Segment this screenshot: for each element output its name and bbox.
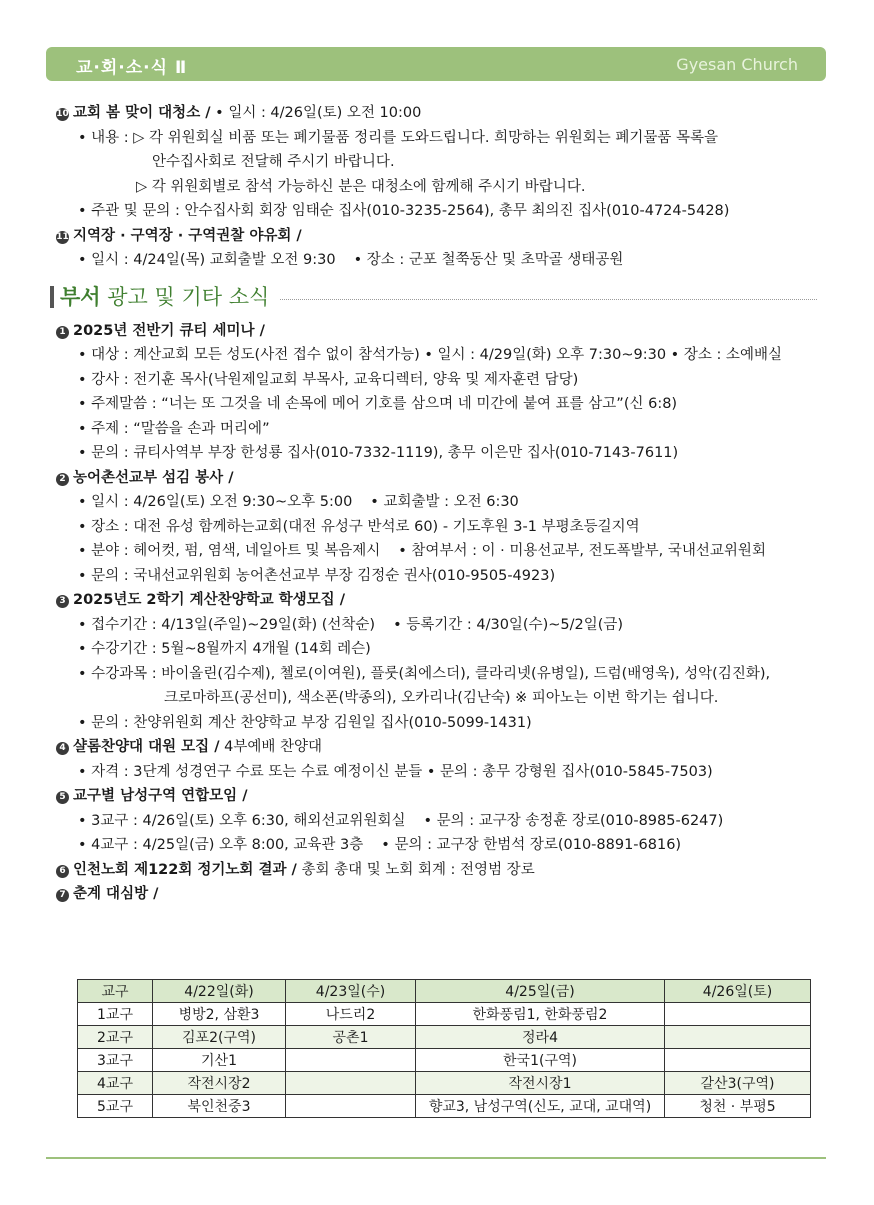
- header-title: 교·회·소·식 Ⅱ: [76, 58, 188, 78]
- table-row: [78, 1095, 811, 1118]
- notice-line: [56, 368, 851, 393]
- notice-line: [56, 662, 851, 687]
- line-text: • 주관 및 문의 : 안수집사회 회장 임태순 집사(010-3235-2564), 총무 최의진 집사(010-4724-5428): [78, 203, 730, 219]
- line-text: • 주제말씀 : “너는 또 그것을 네 손목에 메어 기호를 삼으며 네 미간에 붙여 표를 삼고”(신 6:8): [78, 396, 678, 412]
- table-row: [78, 1049, 811, 1072]
- table-cell: 작전시장1: [416, 1072, 665, 1095]
- notice-line: [56, 539, 851, 564]
- notice-heading: [56, 735, 851, 760]
- table-cell: 갈산3(구역): [665, 1072, 811, 1095]
- line-text: 농어촌선교부 섬김 봉사 /: [73, 469, 234, 486]
- notice-heading: [56, 224, 851, 249]
- notice-heading: [56, 882, 851, 907]
- table-cell: [665, 1049, 811, 1072]
- table-cell: 김포2(구역): [153, 1026, 286, 1049]
- table-cell: 1교구: [78, 1003, 153, 1026]
- notice-line: [56, 150, 851, 175]
- line-text: • 강사 : 전기훈 목사(낙원제일교회 부목사, 교육디렉터, 양육 및 제자훈련 담당): [78, 371, 579, 388]
- notice-line: [56, 760, 851, 785]
- table-cell: 한화풍림1, 한화풍림2: [416, 1003, 665, 1026]
- table-cell: [665, 1003, 811, 1026]
- line-text: • 3교구 : 4/26일(토) 오후 6:30, 해외선교위원회실: [78, 812, 406, 829]
- notice-line: [56, 417, 851, 442]
- line-text: 지역장 · 구역장 · 구역권찰 야유회 /: [73, 227, 302, 244]
- line-extra: 4부예배 찬양대: [219, 739, 323, 755]
- notice-line: [56, 809, 851, 834]
- notice-line: [56, 441, 851, 466]
- circled-number-icon: 7: [56, 889, 69, 902]
- line-text: • 내용 : ▷ 각 위원회실 비품 또는 폐기물품 정리를 도와드립니다. 희망하는 위원회는 폐기물품 목록을: [78, 129, 718, 146]
- line-text: 춘계 대심방 /: [73, 886, 159, 902]
- table-cell: 병방2, 삼환3: [153, 1003, 286, 1026]
- visitation-table: [77, 979, 811, 1118]
- section-divider: [280, 299, 817, 300]
- line-extra: 총회 총대 및 노회 회계 : 전영범 장로: [296, 861, 535, 878]
- footer-divider: [46, 1157, 826, 1159]
- line-text: • 대상 : 계산교회 모든 성도(사전 접수 없이 참석가능) • 일시 : 4/29일(화) 오후 7:30~9:30 • 장소 : 소예배실: [78, 347, 782, 363]
- department-notices: [56, 319, 851, 907]
- line-text: • 일시 : 4/24일(목) 교회출발 오전 9:30: [78, 252, 336, 268]
- line-text: • 접수기간 : 4/13일(주일)~29일(화) (선착순): [78, 616, 376, 633]
- notice-line: [56, 613, 851, 638]
- table-cell: 3교구: [78, 1049, 153, 1072]
- notice-heading: [56, 101, 851, 126]
- table-row: [78, 1003, 811, 1026]
- table-cell: 북인천중3: [153, 1095, 286, 1118]
- line-text: 인천노회 제122회 정기노회 결과 /: [73, 861, 297, 878]
- table-cell: 2교구: [78, 1026, 153, 1049]
- notice-heading: [56, 784, 851, 809]
- table-cell: 정라4: [416, 1026, 665, 1049]
- line-text: • 일시 : 4/26일(토) 오전 9:30~오후 5:00: [78, 494, 353, 510]
- notice-line: [56, 711, 851, 736]
- table-cell: 청천 · 부평5: [665, 1095, 811, 1118]
- line-text-2: • 문의 : 교구장 한범석 장로(010-8891-6816): [381, 837, 682, 853]
- section-title: 부서 광고 및 기타 소식: [60, 284, 270, 309]
- circled-number-icon: 5: [56, 791, 69, 804]
- table-cell: 향교3, 남성구역(신도, 교대, 교대역): [416, 1095, 665, 1118]
- notice-line: [56, 392, 851, 417]
- table-cell: [286, 1072, 416, 1095]
- table-cell: 4교구: [78, 1072, 153, 1095]
- section-heading: [50, 281, 851, 315]
- line-text: • 문의 : 찬양위원회 계산 찬양학교 부장 김원일 집사(010-5099-1431): [78, 714, 532, 731]
- circled-number-icon: 2: [56, 473, 69, 486]
- line-text: 크로마하프(공선미), 색소폰(박종의), 오카리나(김난숙) ※ 피아노는 이번 학기는 쉽니다.: [164, 690, 719, 706]
- line-text: • 문의 : 큐티사역부 부장 한성룡 집사(010-7332-1119), 총무 이은만 집사(010-7143-7611): [78, 445, 679, 461]
- table-cell: 5교구: [78, 1095, 153, 1118]
- circled-number-icon: 1: [56, 326, 69, 339]
- table-cell: 한국1(구역): [416, 1049, 665, 1072]
- notice-line: [56, 490, 851, 515]
- table-cell: 기산1: [153, 1049, 286, 1072]
- table-cell: [665, 1026, 811, 1049]
- notice-line: [56, 175, 851, 200]
- table-header-cell: 교구: [78, 980, 153, 1003]
- circled-number-icon: 10: [56, 109, 69, 119]
- table-cell: [286, 1095, 416, 1118]
- line-text: • 4교구 : 4/25일(금) 오후 8:00, 교육관 3층: [78, 837, 364, 853]
- line-text: • 수강과목 : 바이올린(김수제), 첼로(이여원), 플룻(최에스더), 클라리넷(유병일), 드럼(배영욱), 성악(김진화),: [78, 665, 771, 682]
- notice-line: [56, 343, 851, 368]
- line-text: • 주제 : “말씀을 손과 머리에”: [78, 420, 270, 437]
- line-text-2: • 교회출발 : 오전 6:30: [370, 494, 519, 510]
- notice-line: [56, 833, 851, 858]
- line-text: 교구별 남성구역 연합모임 /: [73, 788, 248, 804]
- notice-heading: [56, 466, 851, 491]
- section-bar: [50, 286, 54, 308]
- table-cell: 공촌1: [286, 1026, 416, 1049]
- table-header-cell: 4/26일(토): [665, 980, 811, 1003]
- table-cell: 작전시장2: [153, 1072, 286, 1095]
- table-header-cell: 4/23일(수): [286, 980, 416, 1003]
- line-text: 교회 봄 맞이 대청소 /: [73, 105, 211, 121]
- circled-number-icon: 3: [56, 595, 69, 608]
- header-church-name: Gyesan Church: [676, 55, 798, 74]
- line-text: • 분야 : 헤어컷, 펌, 염색, 네일아트 및 복음제시: [78, 543, 381, 559]
- line-extra: • 일시 : 4/26일(토) 오전 10:00: [210, 105, 422, 121]
- notice-heading: [56, 588, 851, 613]
- notice-line: [56, 637, 851, 662]
- table-header-cell: 4/25일(금): [416, 980, 665, 1003]
- notice-line: [56, 564, 851, 589]
- table-cell: [286, 1049, 416, 1072]
- notice-heading: [56, 319, 851, 344]
- table-cell: 나드리2: [286, 1003, 416, 1026]
- line-text: 안수집사회로 전달해 주시기 바랍니다.: [152, 154, 395, 170]
- line-text: 샬롬찬양대 대원 모집 /: [73, 739, 220, 755]
- table-header-row: [78, 980, 811, 1003]
- table-body: [78, 1003, 811, 1118]
- line-text-2: • 장소 : 군포 철쭉동산 및 초막골 생태공원: [353, 252, 624, 268]
- line-text: • 자격 : 3단계 성경연구 수료 또는 수료 예정이신 분들 • 문의 : 총무 강형원 집사(010-5845-7503): [78, 763, 713, 780]
- line-text: ▷ 각 위원회별로 참석 가능하신 분은 대청소에 함께해 주시기 바랍니다.: [136, 178, 586, 195]
- circled-number-icon: 11: [56, 231, 69, 242]
- line-text: 2025년 전반기 큐티 세미나 /: [73, 322, 265, 339]
- page-header: [46, 47, 826, 81]
- line-text: • 문의 : 국내선교위원회 농어촌선교부 부장 김정순 권사(010-9505-4923): [78, 567, 556, 584]
- table-row: [78, 1072, 811, 1095]
- notice-line: [56, 199, 851, 224]
- circled-number-icon: 6: [56, 865, 69, 878]
- line-text-2: • 문의 : 교구장 송정훈 장로(010-8985-6247): [423, 812, 724, 829]
- line-text: • 장소 : 대전 유성 함께하는교회(대전 유성구 반석로 60) - 기도후원 3-1 부평초등길지역: [78, 518, 640, 535]
- table-header-cell: 4/22일(화): [153, 980, 286, 1003]
- circled-number-icon: 4: [56, 742, 69, 755]
- notice-line: [56, 515, 851, 540]
- line-text-2: • 등록기간 : 4/30일(수)~5/2일(금): [393, 616, 624, 633]
- content: [56, 101, 851, 907]
- notice-line: [56, 248, 851, 273]
- table-row: [78, 1026, 811, 1049]
- top-notices: [56, 101, 851, 273]
- notice-line: [56, 686, 851, 711]
- notice-heading: [56, 858, 851, 883]
- line-text: 2025년도 2학기 계산찬양학교 학생모집 /: [73, 592, 346, 608]
- line-text: • 수강기간 : 5월~8월까지 4개월 (14회 레슨): [78, 641, 371, 657]
- notice-line: [56, 126, 851, 151]
- line-text-2: • 참여부서 : 이 · 미용선교부, 전도폭발부, 국내선교위원회: [398, 543, 766, 559]
